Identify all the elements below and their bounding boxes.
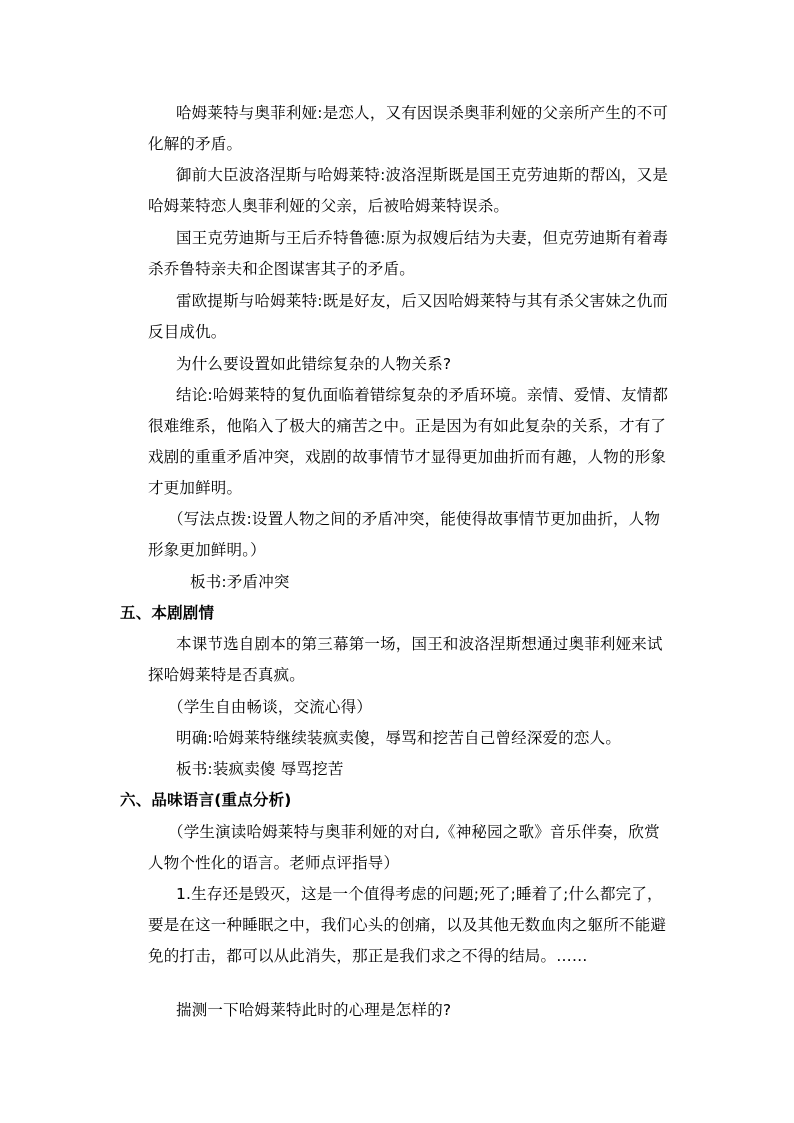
- paragraph-quote-line3: 免的打击，都可以从此消失，那正是我们求之不得的结局。……: [148, 947, 588, 965]
- paragraph-plot-line1: 本课节选自剧本的第三幕第一场，国王和波洛涅斯想通过奥菲利娅来试: [176, 635, 663, 653]
- paragraph-laertes-line2: 反目成仇。: [148, 323, 227, 341]
- paragraph-conclusion-line2: 很难维系，他陷入了极大的痛苦之中。正是因为有如此复杂的关系，才有了: [148, 417, 667, 435]
- paragraph-polonius-line1: 御前大臣波洛涅斯与哈姆莱特:波洛涅斯既是国王克劳迪斯的帮凶，又是: [176, 166, 669, 184]
- paragraph-conclusion-line3: 戏剧的重重矛盾冲突，戏剧的故事情节才显得更加曲折而有趣，人物的形象: [148, 448, 667, 466]
- paragraph-claudius-line1: 国王克劳迪斯与王后乔特鲁德:原为叔嫂后结为夫妻，但克劳迪斯有着毒: [176, 229, 669, 247]
- paragraph-writing-tip-line1: （写法点拨:设置人物之间的矛盾冲突，能使得故事情节更加曲折，人物: [168, 510, 661, 528]
- board-note-conflict: 板书:矛盾冲突: [190, 573, 290, 591]
- paragraph-laertes-line1: 雷欧提斯与哈姆莱特:既是好友，后又因哈姆莱特与其有杀父害妹之仇而: [176, 292, 669, 310]
- board-note-madness: 板书:装疯卖傻 辱骂挖苦: [176, 760, 344, 778]
- paragraph-reading-line1: （学生演读哈姆莱特与奥菲利娅的对白,《神秘园之歌》音乐伴奏，欣赏: [168, 823, 660, 841]
- paragraph-clarification: 明确:哈姆莱特继续装疯卖傻，辱骂和挖苦自己曾经深爱的恋人。: [176, 729, 622, 747]
- section-heading-plot: 五、本剧剧情: [120, 604, 215, 622]
- paragraph-claudius-line2: 杀乔鲁特亲夫和企图谋害其子的矛盾。: [148, 260, 415, 278]
- paragraph-speculate: 揣测一下哈姆莱特此时的心理是怎样的?: [176, 1001, 452, 1019]
- paragraph-hamlet-ophelia-line1: 哈姆莱特与奥菲利娅:是恋人，又有因误杀奥菲利娅的父亲所产生的不可: [176, 104, 669, 122]
- paragraph-question: 为什么要设置如此错综复杂的人物关系?: [176, 355, 452, 373]
- paragraph-reading-line2: 人物个性化的语言。老师点评指导）: [148, 854, 400, 872]
- paragraph-conclusion-line1: 结论:哈姆莱特的复仇面临着错综复杂的矛盾环境。亲情、爱情、友情都: [176, 386, 669, 404]
- section-heading-language: 六、品味语言(重点分析): [120, 791, 292, 809]
- paragraph-plot-line2: 探哈姆莱特是否真疯。: [148, 666, 306, 684]
- paragraph-writing-tip-line2: 形象更加鲜明。）: [148, 541, 266, 559]
- paragraph-hamlet-ophelia-line2: 化解的矛盾。: [148, 135, 243, 153]
- paragraph-polonius-line2: 哈姆莱特恋人奥菲利娅的父亲，后被哈姆莱特误杀。: [148, 197, 510, 215]
- paragraph-quote-line1: 1.生存还是毁灭，这是一个值得考虑的问题;死了;睡着了;什么都完了，: [176, 885, 663, 903]
- paragraph-quote-line2: 要是在这一种睡眠之中，我们心头的创痛，以及其他无数血肉之躯所不能避: [148, 916, 667, 934]
- paragraph-students-discuss: （学生自由畅谈，交流心得）: [168, 698, 373, 716]
- paragraph-conclusion-line4: 才更加鲜明。: [148, 479, 243, 497]
